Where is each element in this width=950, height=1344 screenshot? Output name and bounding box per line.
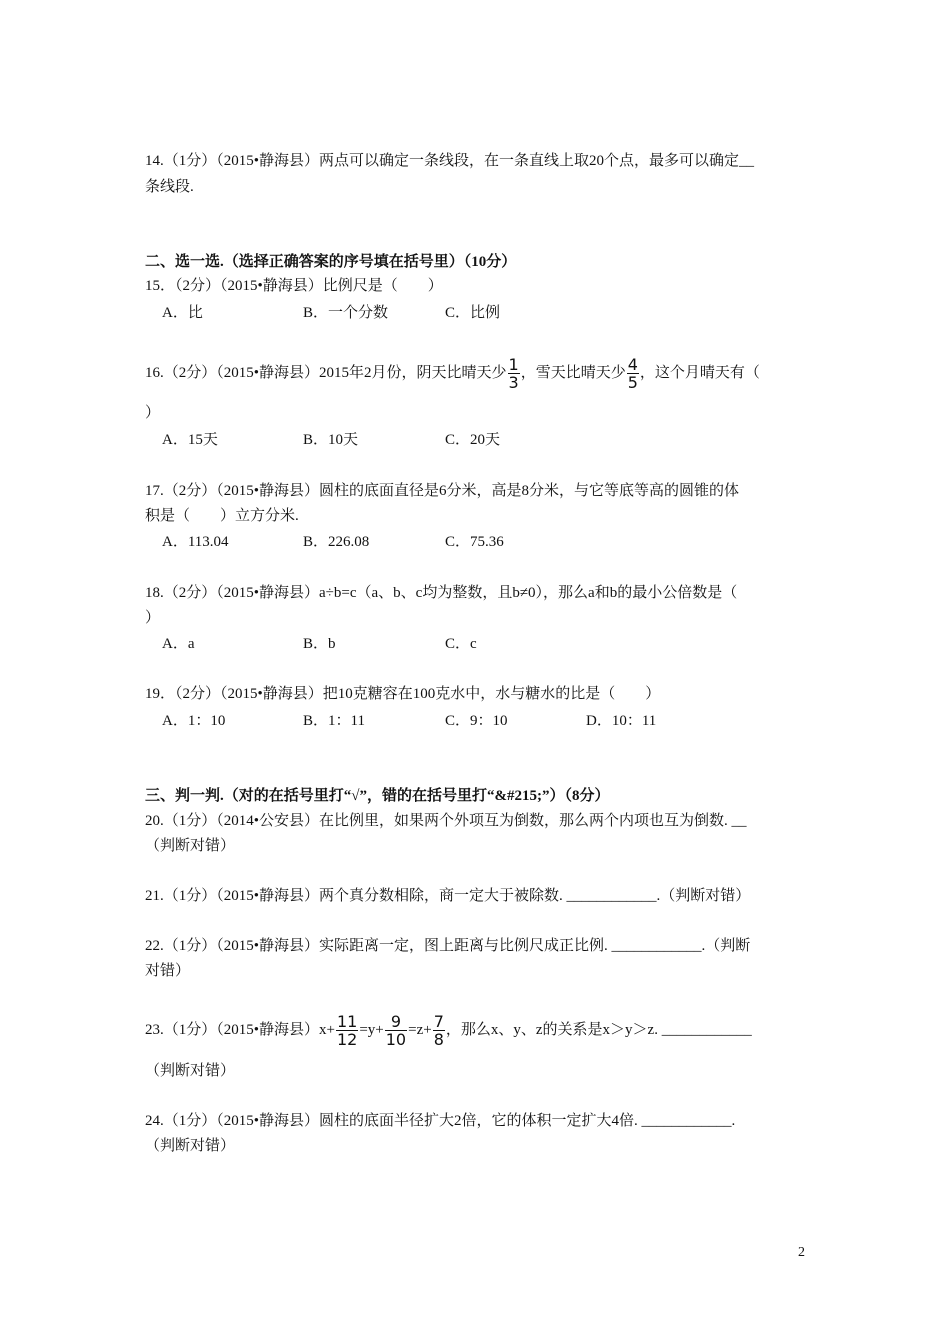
q19-stem: 19．（2分）（2015•静海县）把10克糖容在100克水中，水与糖水的比是（ ） xyxy=(145,686,661,702)
q23-frac2-denominator: 10 xyxy=(385,1030,407,1049)
q23-fraction-2 xyxy=(385,1013,407,1048)
q19-option-b: B．1：11 xyxy=(303,713,365,729)
q23-text-part3: =z+ xyxy=(408,1021,432,1038)
q16-text-part3: ，这个月晴天有（ xyxy=(639,364,760,381)
q18-option-a: A．a xyxy=(162,636,195,652)
q17-option-c: C．75.36 xyxy=(445,534,504,550)
q19-option-c: C．9：10 xyxy=(445,713,508,729)
q16-option-a: A．15天 xyxy=(162,432,218,448)
q15-stem: 15．（2分）（2015•静海县）比例尺是（ ） xyxy=(145,278,443,294)
q16-option-b: B．10天 xyxy=(303,432,359,448)
q23-fraction-1 xyxy=(336,1013,358,1048)
q20-line1: 20.（1分）（2014•公安县）在比例里，如果两个外项互为倒数，那么两个内项也互为倒数. __ xyxy=(145,813,747,829)
q16-text-part1: 16.（2分）（2015•静海县）2015年2月份，阴天比晴天少 xyxy=(145,364,507,381)
q15-option-a: A．比 xyxy=(162,305,203,321)
q22-line2: 对错） xyxy=(145,963,191,979)
q23-text-part1: 23.（1分）（2015•静海县）x+ xyxy=(145,1021,335,1038)
q20-line2: （判断对错） xyxy=(145,838,236,854)
q23-frac2-numerator: 9 xyxy=(385,1013,407,1031)
q16-fraction-2 xyxy=(627,356,639,391)
q18-line1: 18.（2分）（2015•静海县）a÷b=c（a、b、c均为整数，且b≠0），那么a和b的最小公倍数是（ xyxy=(145,585,738,601)
q22-line1: 22.（1分）（2015•静海县）实际距离一定，图上距离与比例尺成正比例. ____________.（判断 xyxy=(145,938,751,954)
q15-option-c: C．比例 xyxy=(445,305,501,321)
q23-fraction-3 xyxy=(433,1013,445,1048)
q16-option-c: C．20天 xyxy=(445,432,501,448)
q17-option-a: A．113.04 xyxy=(162,534,229,550)
q17-option-b: B．226.08 xyxy=(303,534,370,550)
q16-frac1-numerator: 1 xyxy=(508,355,519,374)
page-number: 2 xyxy=(798,1245,805,1260)
q16-frac2-denominator: 5 xyxy=(627,373,638,392)
q16-line2: ） xyxy=(145,405,161,421)
q23-frac1-denominator: 12 xyxy=(336,1030,358,1049)
q24-line2: （判断对错） xyxy=(145,1138,236,1154)
section2-title: 二、选一选.（选择正确答案的序号填在括号里）（10分） xyxy=(145,254,517,270)
q23-text-part2: =y+ xyxy=(359,1021,384,1038)
q14-line1: 14.（1分）（2015•静海县）两点可以确定一条线段，在一条直线上取20个点，最多可以确定__ xyxy=(145,153,755,169)
q18-line2: ） xyxy=(145,610,161,626)
section3-title: 三、判一判.（对的在括号里打“√”，错的在括号里打“&#215;”）（8分） xyxy=(145,788,610,804)
q16-frac2-numerator: 4 xyxy=(627,355,638,374)
q15-option-b: B．一个分数 xyxy=(303,305,389,321)
q17-line1: 17.（2分）（2015•静海县）圆柱的底面直径是6分米，高是8分米，与它等底等高的圆锥的体 xyxy=(145,483,740,499)
q18-option-c: C．c xyxy=(445,636,477,652)
q14-line2: 条线段. xyxy=(145,179,194,195)
q23-frac1-numerator: 11 xyxy=(336,1012,358,1031)
q16-text-part2: ，雪天比晴天少 xyxy=(520,364,626,381)
q18-option-b: B．b xyxy=(303,636,336,652)
q23-text-part4: ，那么x、y、z的关系是x＞y＞z. ____________ xyxy=(445,1021,752,1038)
q23-line1 xyxy=(145,1013,752,1048)
q16-frac1-denominator: 3 xyxy=(508,373,519,392)
q16-line1 xyxy=(145,356,760,391)
q23-frac3-denominator: 8 xyxy=(433,1030,444,1049)
q21-line1: 21.（1分）（2015•静海县）两个真分数相除，商一定大于被除数. ____________.（判断对错） xyxy=(145,888,751,904)
q23-line2: （判断对错） xyxy=(145,1063,236,1079)
q19-option-a: A．1：10 xyxy=(162,713,226,729)
q17-line2: 积是（ ）立方分米. xyxy=(145,508,299,524)
q19-option-d: D．10：11 xyxy=(586,713,657,729)
q24-line1: 24.（1分）（2015•静海县）圆柱的底面半径扩大2倍，它的体积一定扩大4倍. ____________. xyxy=(145,1113,736,1129)
q16-fraction-1 xyxy=(508,356,520,391)
q23-frac3-numerator: 7 xyxy=(433,1012,444,1031)
